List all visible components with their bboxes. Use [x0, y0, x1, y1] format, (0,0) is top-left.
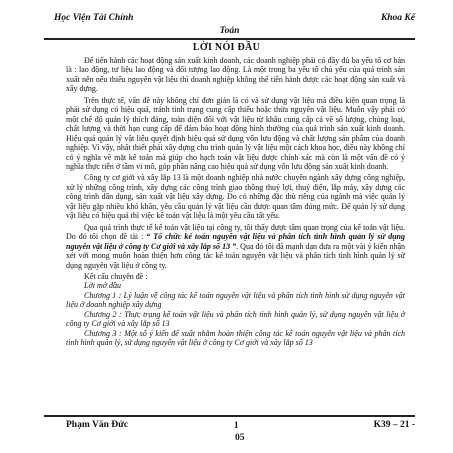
header-faculty: Khoa Kế [380, 13, 415, 23]
header-faculty-continued: Toán [219, 26, 240, 36]
outline-intro: Kết cấu chuyên đề : [84, 271, 148, 281]
outline-chapter-1: Chương 1 : Lý luận về công tác kế toán nguyên vật liệu và phân tích tình hình sử dụng nguyên vật liệu ở doanh nghiệp xây dựng [66, 290, 405, 310]
outline-opening: Lời mở đầu [84, 281, 121, 291]
footer-class: K39 – 21 - [373, 420, 415, 430]
thesis-topic: “ Tổ chức kế toán nguyên vật liệu và phân tích tình hình quản lý sử dụng nguyên vật liệu ở công ty Cơ giới và xây lắp số 13 ” [66, 232, 406, 251]
paragraph-4-tail: . Qua đó tôi đã mạnh dạn đưa ra một vài ý kiến nhận xét với mong muốn hoàn thiện hơn công tác kế toán nguyên vật liệu và phân tích tình hình quản lý sử dụng nguyên vật liệu ở công ty. [66, 241, 405, 270]
document-body [66, 56, 405, 348]
structure-outline [66, 272, 405, 348]
paragraph-2: Trên thực tế, vấn đề này không chỉ đơn giản là có và sử dụng vật liệu mà điều kiện quan trọng là phải sử dụng có hiệu quả, tránh tình trạng cung cấp thiếu hoặc thừa nguyên vật liệu. Muốn vậy phải có một chế độ quản lý thích đáng, toàn diện đối với vật liệu từ khâu cung cấp cả về số lượng, chủng loại, chất lượng và thời hạn cung cấp để đảm bảo hoạt động bình thường của quá trình sản xuất kinh doanh. Hiệu quả quản lý vật liệu quyết định hiệu quả sử dụng vốn lưu động và chất lượng sản phẩm của doanh nghiệp. Vì vậy, nhất thiết phải xây dựng chu trình quản lý vật liệu một cách khoa học, điều này không chỉ có ý nghĩa về mặt kế toán mà giúp cho hạch toán vật liệu được chính xác mà còn là một vấn đề có ý nghĩa thực tiễn ở tầm vi mô, góp phần nâng cao hiệu quả sử dụng vốn lưu động sản xuất kinh doanh. [66, 95, 405, 171]
paragraph-1: Để tiến hành các hoạt động sản xuất kinh doanh, các doanh nghiệp phải có đầy đủ ba yếu tố cơ bản là : lao động, tư liệu lao động và đối tượng lao động. Là một trong ba yếu tố chủ yếu của quá trình sản xuất nên nếu thiếu nguyên vật liệu thì doanh nghiệp không thể tiến hành được các hoạt động sản xuất và xây dựng. [66, 56, 405, 94]
paragraph-4-lead: Qua quá trình thực tế kế toán vật liệu tại công ty, tôi thấy được tầm quan trọng của kế toán vật liệu. Do đó tôi chọn đề tài : [66, 222, 405, 242]
page-title: LỜI NÓI ĐẦU [192, 42, 261, 53]
footer-class-continued: 05 [235, 433, 245, 443]
outline-chapter-2: Chương 2 : Thực trạng kế toán vật liệu và phân tích tình hình quản lý, sử dụng nguyên vật liệu ở công ty Cơ giới và xây lắp số 13 [66, 309, 405, 329]
footer-rule [44, 415, 415, 417]
paragraph-4 [66, 223, 405, 270]
footer-author: Phạm Văn Đức [66, 420, 129, 430]
footer-page-number: 1 [234, 420, 239, 430]
outline-chapter-3: Chương 3 : Một số ý kiến để xuất nhằm hoàn thiện công tác kế toán nguyên vật liệu và phân tích tình hình quản lý, sử dụng nguyên vật liệu ở công ty Cơ giới và xây lắp số 13 [66, 328, 405, 348]
paragraph-3: Công ty cơ giới và xây lắp 13 là một doanh nghiệp nhà nước chuyên ngành xây dựng công nghiệp, xử lý những công trình, xây dựng các công trình giao thông thuỷ lợi, thuỷ điện, lắp máy, xây dựng các công trình dân dụng, sản xuất vật liệu xây dựng. Do có những đặc thù riêng của ngành mà việc quản lý vật liệu gặp nhiều khó khăn, yêu cầu quản lý vật liệu cần được quan tâm đúng mức. Để quản lý sử dụng vật liệu có hiệu quả thì việc kế toán vật liệu là một yêu cầu tất yếu. [66, 173, 405, 221]
header-rule [44, 38, 415, 40]
page-footer [44, 420, 415, 450]
header-institution: Học Viện Tài Chính [54, 13, 134, 23]
